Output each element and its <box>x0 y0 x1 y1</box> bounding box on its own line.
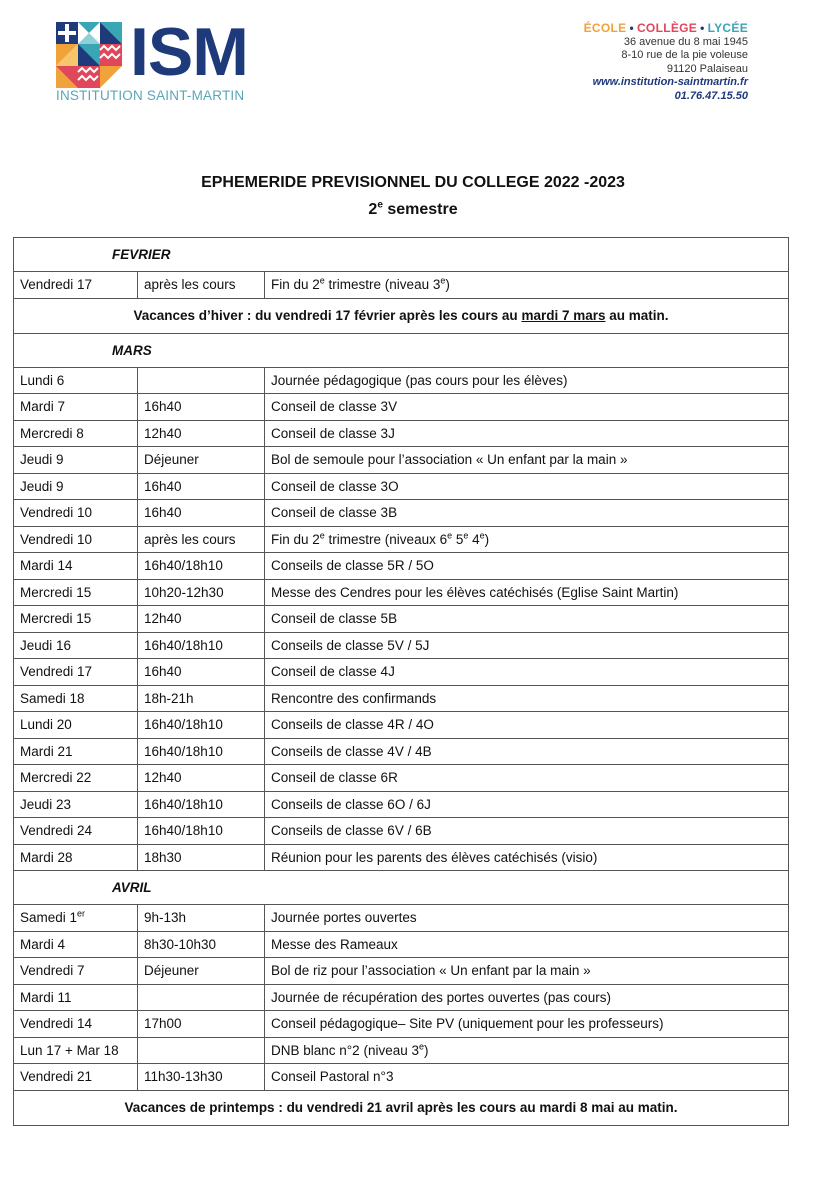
row-day: Mercredi 15 <box>14 579 138 606</box>
row-time: 17h00 <box>138 1011 265 1038</box>
row-day: Vendredi 17 <box>14 272 138 299</box>
table-row <box>14 500 789 527</box>
row-time: après les cours <box>138 272 265 299</box>
row-day: Mardi 28 <box>14 844 138 871</box>
row-event: Rencontre des confirmands <box>265 685 789 712</box>
table-row <box>14 1011 789 1038</box>
table-row <box>14 984 789 1011</box>
address-line: 36 avenue du 8 mai 1945 <box>623 35 748 48</box>
row-time: 16h40/18h10 <box>138 553 265 580</box>
row-time: 16h40/18h10 <box>138 632 265 659</box>
row-time: 18h30 <box>138 844 265 871</box>
phone-number: 01.76.47.15.50 <box>674 89 748 102</box>
row-time: 16h40/18h10 <box>138 818 265 845</box>
row-day: Samedi 18 <box>14 685 138 712</box>
row-event: Bol de riz pour l’association « Un enfant par la main » <box>265 958 789 985</box>
row-time: 12h40 <box>138 420 265 447</box>
website-link[interactable]: www.institution-saintmartin.fr <box>592 76 748 88</box>
school-contact <box>584 22 748 103</box>
row-event: Fin du 2e trimestre (niveau 3e) <box>265 272 789 299</box>
table-row <box>14 1064 789 1091</box>
table-row <box>14 394 789 421</box>
march-rows <box>14 367 789 871</box>
row-time: 10h20-12h30 <box>138 579 265 606</box>
logo-text: ISM <box>130 14 248 90</box>
row-time: 16h40/18h10 <box>138 791 265 818</box>
table-row <box>14 738 789 765</box>
table-row <box>14 367 789 394</box>
table-row <box>14 526 789 553</box>
table-row <box>14 712 789 739</box>
row-time: 16h40 <box>138 394 265 421</box>
row-event: Bol de semoule pour l’association « Un enfant par la main » <box>265 447 789 474</box>
row-event: Messe des Rameaux <box>265 931 789 958</box>
row-event: Conseil de classe 5B <box>265 606 789 633</box>
row-day: Vendredi 21 <box>14 1064 138 1091</box>
row-time: Déjeuner <box>138 447 265 474</box>
vacation-note-spring: Vacances de printemps : du vendredi 21 avril après les cours au mardi 8 mai au matin. <box>14 1090 789 1125</box>
row-event: Conseils de classe 4R / 4O <box>265 712 789 739</box>
row-event: Messe des Cendres pour les élèves catéchisés (Eglise Saint Martin) <box>265 579 789 606</box>
vacation-note-winter: Vacances d’hiver : du vendredi 17 février après les cours au mardi 7 mars au matin. <box>14 298 789 333</box>
row-event: Conseil pédagogique– Site PV (uniquement pour les professeurs) <box>265 1011 789 1038</box>
table-row <box>14 420 789 447</box>
table-row <box>14 1037 789 1064</box>
month-header-avril: AVRIL <box>14 871 789 905</box>
february-rows <box>14 272 789 299</box>
row-day: Vendredi 17 <box>14 659 138 686</box>
april-rows <box>14 905 789 1091</box>
row-day: Vendredi 24 <box>14 818 138 845</box>
row-event: Conseil de classe 3V <box>265 394 789 421</box>
row-time <box>138 1037 265 1064</box>
row-day: Vendredi 10 <box>14 526 138 553</box>
row-day: Vendredi 7 <box>14 958 138 985</box>
row-day: Mercredi 8 <box>14 420 138 447</box>
row-day: Lundi 20 <box>14 712 138 739</box>
address-line: 8-10 rue de la pie voleuse <box>621 49 748 61</box>
logo-subtitle: INSTITUTION SAINT-MARTIN <box>56 88 245 103</box>
row-day: Vendredi 10 <box>14 500 138 527</box>
row-event: Réunion pour les parents des élèves catéchisés (visio) <box>265 844 789 871</box>
row-time: 16h40 <box>138 500 265 527</box>
row-day: Mardi 21 <box>14 738 138 765</box>
table-row <box>14 791 789 818</box>
address-line: 91120 Palaiseau <box>666 62 748 75</box>
row-time: 11h30-13h30 <box>138 1064 265 1091</box>
table-row <box>14 272 789 299</box>
row-time: 8h30-10h30 <box>138 931 265 958</box>
table-row <box>14 553 789 580</box>
row-time: après les cours <box>138 526 265 553</box>
row-event: Conseil de classe 3B <box>265 500 789 527</box>
row-day: Lun 17 + Mar 18 <box>14 1037 138 1064</box>
row-day: Mardi 11 <box>14 984 138 1011</box>
row-day: Jeudi 23 <box>14 791 138 818</box>
table-row <box>14 958 789 985</box>
row-time: 12h40 <box>138 765 265 792</box>
row-event: Conseils de classe 6V / 6B <box>265 818 789 845</box>
row-event: Conseils de classe 6O / 6J <box>265 791 789 818</box>
row-day: Jeudi 9 <box>14 447 138 474</box>
row-day: Mardi 7 <box>14 394 138 421</box>
table-row <box>14 685 789 712</box>
table-row <box>14 905 789 932</box>
table-row <box>14 931 789 958</box>
row-day: Mardi 14 <box>14 553 138 580</box>
row-event: Journée de récupération des portes ouvertes (pas cours) <box>265 984 789 1011</box>
table-row <box>14 606 789 633</box>
row-event: Conseil de classe 6R <box>265 765 789 792</box>
table-row <box>14 473 789 500</box>
table-row <box>14 447 789 474</box>
row-event: Conseil de classe 3J <box>265 420 789 447</box>
row-event: Conseils de classe 4V / 4B <box>265 738 789 765</box>
document-title: EPHEMERIDE PREVISIONNEL DU COLLEGE 2022 -2023 <box>201 174 625 191</box>
row-event: Fin du 2e trimestre (niveaux 6e 5e 4e) <box>265 526 789 553</box>
row-time: 12h40 <box>138 606 265 633</box>
month-header-mars: MARS <box>14 333 789 367</box>
row-time: 16h40/18h10 <box>138 738 265 765</box>
row-day: Mercredi 15 <box>14 606 138 633</box>
table-row <box>14 579 789 606</box>
row-time: 9h-13h <box>138 905 265 932</box>
row-day: Lundi 6 <box>14 367 138 394</box>
document-subtitle: 2e semestre <box>368 199 458 218</box>
row-event: Conseil de classe 4J <box>265 659 789 686</box>
row-event: Conseils de classe 5R / 5O <box>265 553 789 580</box>
row-day: Jeudi 9 <box>14 473 138 500</box>
row-event: Journée pédagogique (pas cours pour les élèves) <box>265 367 789 394</box>
school-levels: ÉCOLE • COLLÈGE • LYCÉE <box>583 21 748 35</box>
school-logo <box>52 14 282 108</box>
row-day: Samedi 1er <box>14 905 138 932</box>
table-row <box>14 818 789 845</box>
row-time: 16h40 <box>138 473 265 500</box>
table-row <box>14 844 789 871</box>
row-event: Conseil Pastoral n°3 <box>265 1064 789 1091</box>
table-row <box>14 632 789 659</box>
row-time: 16h40/18h10 <box>138 712 265 739</box>
row-day: Mardi 4 <box>14 931 138 958</box>
row-day: Mercredi 22 <box>14 765 138 792</box>
row-time: Déjeuner <box>138 958 265 985</box>
row-event: DNB blanc n°2 (niveau 3e) <box>265 1037 789 1064</box>
schedule-table <box>13 237 789 1126</box>
table-row <box>14 765 789 792</box>
logo-tiles-icon <box>56 22 122 88</box>
row-event: Conseils de classe 5V / 5J <box>265 632 789 659</box>
table-row <box>14 659 789 686</box>
row-day: Jeudi 16 <box>14 632 138 659</box>
month-header-fevrier: FEVRIER <box>14 238 789 272</box>
row-day: Vendredi 14 <box>14 1011 138 1038</box>
row-time: 16h40 <box>138 659 265 686</box>
row-event: Conseil de classe 3O <box>265 473 789 500</box>
row-event: Journée portes ouvertes <box>265 905 789 932</box>
row-time <box>138 367 265 394</box>
row-time <box>138 984 265 1011</box>
row-time: 18h-21h <box>138 685 265 712</box>
